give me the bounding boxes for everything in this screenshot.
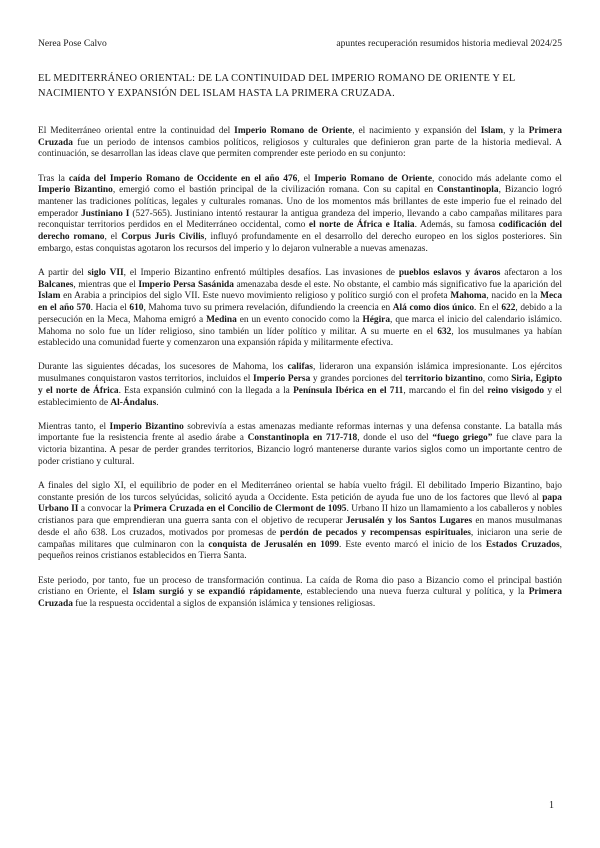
paragraph-conclusion: Este periodo, por tanto, fue un proceso de transformación continua. La caída de Roma dio paso a Bizancio como el principal bastión cristiano en Oriente, el Islam surgió y se expandió rápidamente, estableciendo una nueva fuerza cultural y política, y la Primera Cruzada fue la respuesta occidental a siglos de expansión islámica y tensiones religiosas.: [38, 575, 562, 609]
paragraph-byzantium: Tras la caída del Imperio Romano de Occidente en el año 476, el Imperio Romano de Oriente, conocido más adelante como el Imperio Bizantino, emergió como el bastión principal de la civilización romana. Con su capital en Constantinopla, Bizancio logró mantener las tradiciones políticas, legales y culturales romanas. Uno de los momentos más brillantes de este imperio fue el reinado del emperador Justiniano I (527-565). Justiniano intentó restaurar la antigua grandeza del imperio, llevando a cabo campañas militares para reconquistar territorios perdidos en el Mediterráneo occidental, como el norte de África e Italia. Además, su famosa codificación del derecho romano, el Corpus Juris Civilis, influyó profundamente en el desarrollo del derecho europeo en los siglos posteriores. Sin embargo, estas conquistas agotaron los recursos del imperio y lo dejaron vulnerable a nuevas amenazas.: [38, 173, 562, 254]
document-info: apuntes recuperación resumidos historia medieval 2024/25: [336, 38, 562, 49]
paragraph-first-crusade: A finales del siglo XI, el equilibrio de poder en el Mediterráneo oriental se había vuelto frágil. El debilitado Imperio Bizantino, bajo constante presión de los turcos selyúcidas, solicitó ayuda a Occidente. Esta petición de ayuda fue uno de los factores que llevó al papa Urbano II a convocar la Primera Cruzada en el Concilio de Clermont de 1095. Urbano II hizo un llamamiento a los caballeros y nobles cristianos para que emprendieran una guerra santa con el objetivo de recuperar Jerusalén y los Santos Lugares en manos musulmanas desde el año 638. Los cruzados, motivados por promesas de perdón de pecados y recompensas espirituales, iniciaron una serie de campañas militares que culminaron con la conquista de Jerusalén en 1099. Este evento marcó el inicio de los Estados Cruzados, pequeños reinos cristianos establecidos en Tierra Santa.: [38, 481, 563, 562]
document-title: EL MEDITERRÁNEO ORIENTAL: DE LA CONTINUIDAD DEL IMPERIO ROMANO DE ORIENTE Y EL NACIMIENTO Y EXPANSIÓN DEL ISLAM HASTA LA PRIMERA CRUZADA.: [38, 73, 516, 99]
author-name: Nerea Pose Calvo: [38, 38, 107, 49]
paragraph-islamic-expansion: Durante las siguientes décadas, los sucesores de Mahoma, los califas, lideraron una expansión islámica impresionante. Los ejércitos musulmanes conquistaron vastos territorios, incluidos el Imperio Persa y grandes porciones del territorio bizantino, como Siria, Egipto y el norte de África. Esta expansión culminó con la llegada a la Península Ibérica en el 711, marcando el fin del reino visigodo y el establecimiento de Al-Ándalus.: [38, 362, 563, 408]
document-body: [38, 126, 562, 623]
paragraph-byzantine-survival: Mientras tanto, el Imperio Bizantino sobrevivía a estas amenazas mediante reformas internas y una defensa constante. La batalla más importante fue la resistencia frente al asedio árabe a Constantinopla en 717-718, donde el uso del “fuego griego” fue clave para la victoria bizantina. A pesar de perder grandes territorios, Bizancio logró mantenerse durante varios siglos como un importante centro de poder cristiano y cultural.: [38, 421, 562, 467]
paragraph-intro: El Mediterráneo oriental entre la continuidad del Imperio Romano de Oriente, el nacimiento y expansión del Islam, y la Primera Cruzada fue un periodo de intensos cambios políticos, religiosos y culturales que definieron gran parte de la historia medieval. A continuación, se desarrollan las ideas clave que permiten comprender este periodo en su conjunto:: [38, 126, 562, 160]
page-number: 1: [549, 800, 554, 811]
page-header: [38, 38, 562, 49]
paragraph-islam-origins: A partir del siglo VII, el Imperio Bizantino enfrentó múltiples desafíos. Las invasiones de pueblos eslavos y ávaros afectaron a los Balcanes, mientras que el Imperio Persa Sasánida amenazaba desde el este. No obstante, el cambio más significativo fue la aparición del Islam en Arabia a principios del siglo VII. Este nuevo movimiento religioso y político surgió con el profeta Mahoma, nacido en la Meca en el año 570. Hacia el 610, Mahoma tuvo su primera revelación, difundiendo la creencia en Alá como dios único. En el 622, debido a la persecución en la Meca, Mahoma emigró a Medina en un evento conocido como la Hégira, que marca el inicio del calendario islámico. Mahoma no solo fue un líder religioso, sino también un líder político y militar. A su muerte en el 632, los musulmanes ya habían establecido una comunidad fuerte y comenzaron una expansión rápida y militarmente efectiva.: [38, 268, 563, 349]
